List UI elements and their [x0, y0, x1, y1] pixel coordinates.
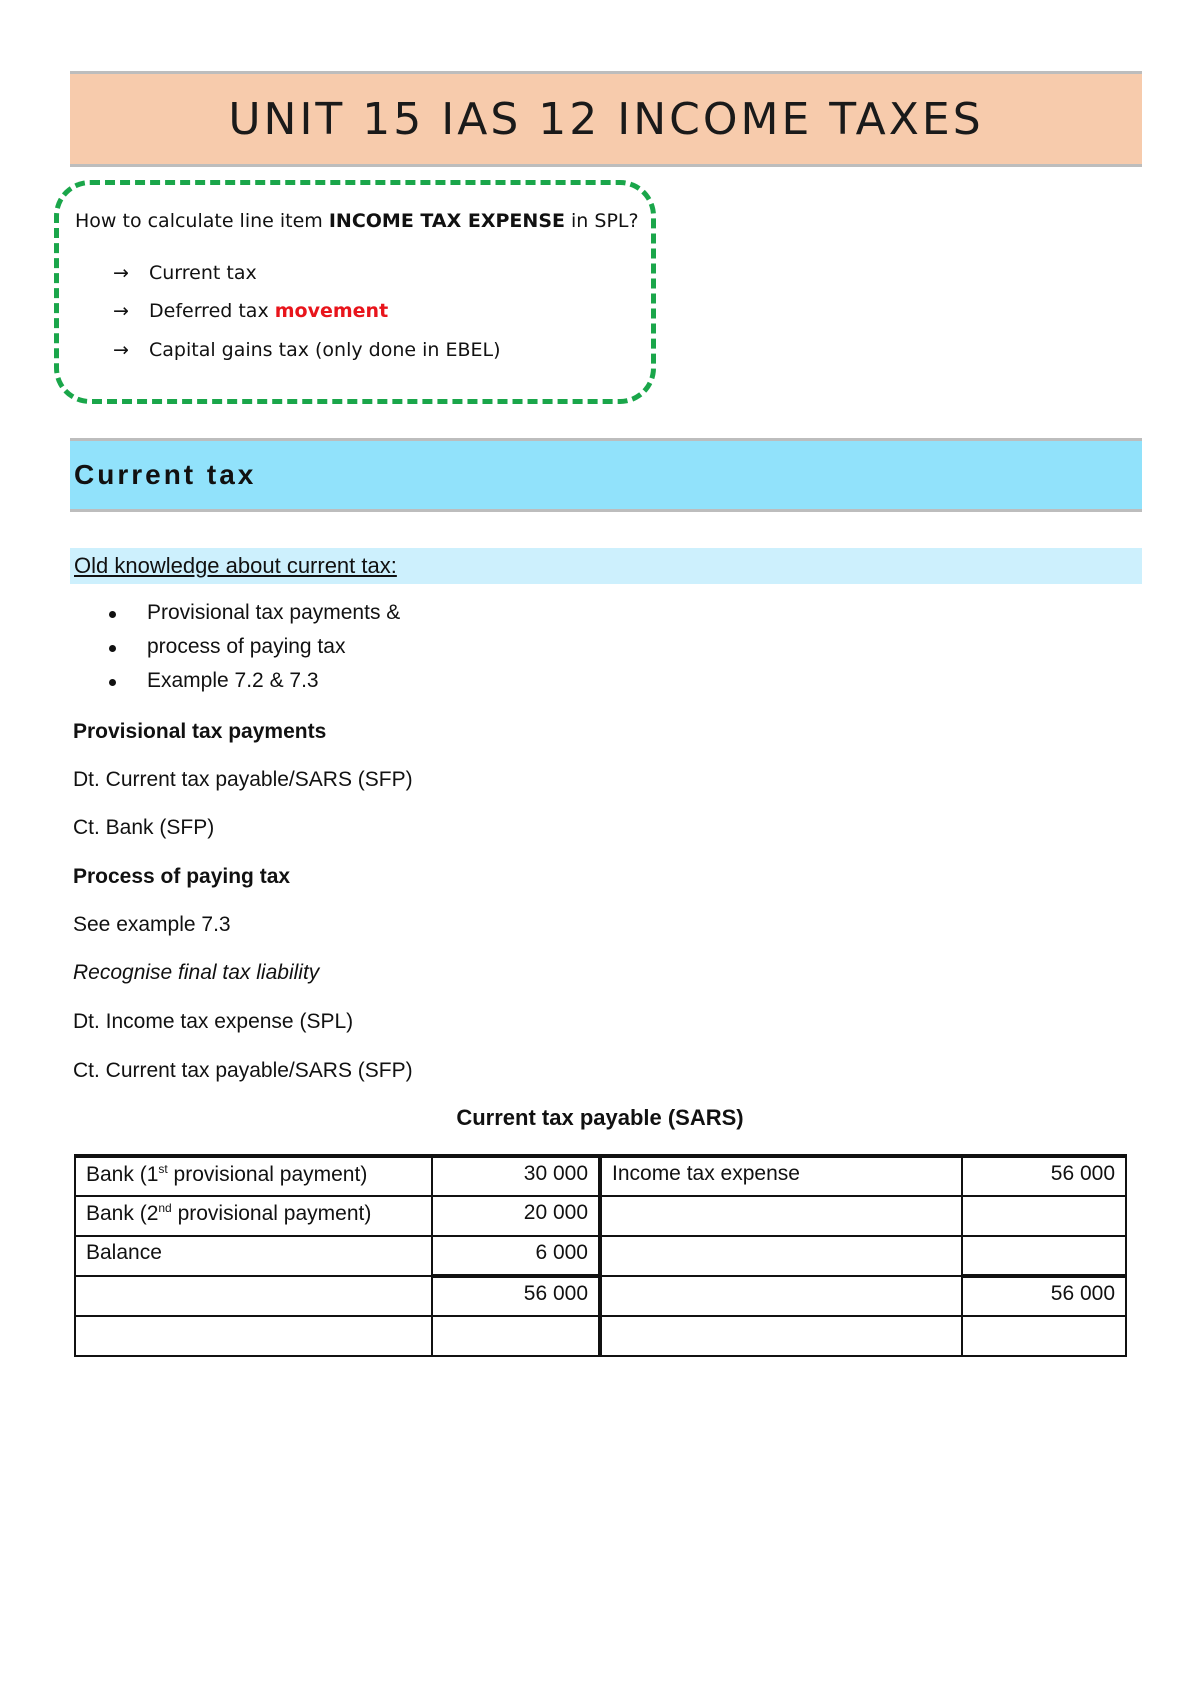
ledger-amount [432, 1316, 600, 1356]
question-prefix: How to calculate line item [75, 210, 329, 232]
title-banner [70, 71, 1142, 167]
ledger-amount [962, 1236, 1126, 1276]
ledger-title: Current tax payable (SARS) [456, 1105, 744, 1130]
callout-item-text: Capital gains tax (only done in EBEL) [149, 339, 501, 361]
callout-item-current-tax [113, 262, 257, 284]
subheading-bar [70, 548, 1142, 584]
final-debit: Dt. Income tax expense (SPL) [73, 1010, 354, 1033]
ledger-amount: 30 000 [432, 1156, 600, 1196]
callout-item-text: Deferred tax [149, 300, 275, 322]
ledger-amount [962, 1196, 1126, 1236]
callout-item-text: Current tax [149, 262, 257, 284]
process-heading: Process of paying tax [73, 865, 291, 888]
ledger-cell [75, 1276, 432, 1316]
section-title: Current tax [74, 459, 257, 490]
ledger-amount: 6 000 [432, 1236, 600, 1276]
callout-item-highlight: movement [274, 300, 389, 322]
arrow-right-icon: → [113, 339, 129, 361]
callout-box [54, 180, 656, 404]
table-row [75, 1156, 1126, 1196]
section-current-tax [70, 438, 1142, 512]
bullet-item: process of paying tax [70, 630, 400, 664]
bullet-item: Example 7.2 & 7.3 [70, 664, 400, 698]
t-account-table [74, 1154, 1127, 1357]
provisional-credit: Ct. Bank (SFP) [73, 816, 215, 839]
table-row [75, 1316, 1126, 1356]
final-credit: Ct. Current tax payable/SARS (SFP) [73, 1059, 413, 1082]
ledger-amount [962, 1316, 1126, 1356]
ledger-cell [600, 1316, 962, 1356]
ledger-cell [600, 1236, 962, 1276]
subheading: Old knowledge about current tax: [74, 553, 397, 578]
ledger-cell: Income tax expense [600, 1156, 962, 1196]
bullet-list [70, 596, 400, 698]
question-suffix: in SPL? [564, 210, 639, 232]
callout-question [75, 210, 639, 232]
ledger-cell [600, 1196, 962, 1236]
arrow-right-icon: → [113, 262, 129, 284]
provisional-heading: Provisional tax payments [73, 720, 327, 743]
see-example: See example 7.3 [73, 913, 231, 936]
arrow-right-icon: → [113, 300, 129, 322]
ledger-cell: Bank (2nd provisional payment) [75, 1196, 432, 1236]
recognise-liability: Recognise final tax liability [73, 961, 320, 984]
page-title: UNIT 15 IAS 12 INCOME TAXES [228, 93, 984, 145]
table-row-total [75, 1276, 1126, 1316]
provisional-debit: Dt. Current tax payable/SARS (SFP) [73, 768, 413, 791]
ledger-amount: 20 000 [432, 1196, 600, 1236]
table-row [75, 1196, 1126, 1236]
ledger-amount: 56 000 [962, 1156, 1126, 1196]
ledger-cell: Bank (1st provisional payment) [75, 1156, 432, 1196]
bullet-item: Provisional tax payments & [70, 596, 400, 630]
ledger-cell [75, 1316, 432, 1356]
ledger-cell [600, 1276, 962, 1316]
ledger-cell: Balance [75, 1236, 432, 1276]
ledger-total: 56 000 [962, 1276, 1126, 1316]
question-bold: INCOME TAX EXPENSE [328, 210, 565, 232]
table-row [75, 1236, 1126, 1276]
callout-item-capital-gains [113, 339, 501, 361]
callout-item-deferred-tax [113, 300, 388, 322]
ledger-total: 56 000 [432, 1276, 600, 1316]
